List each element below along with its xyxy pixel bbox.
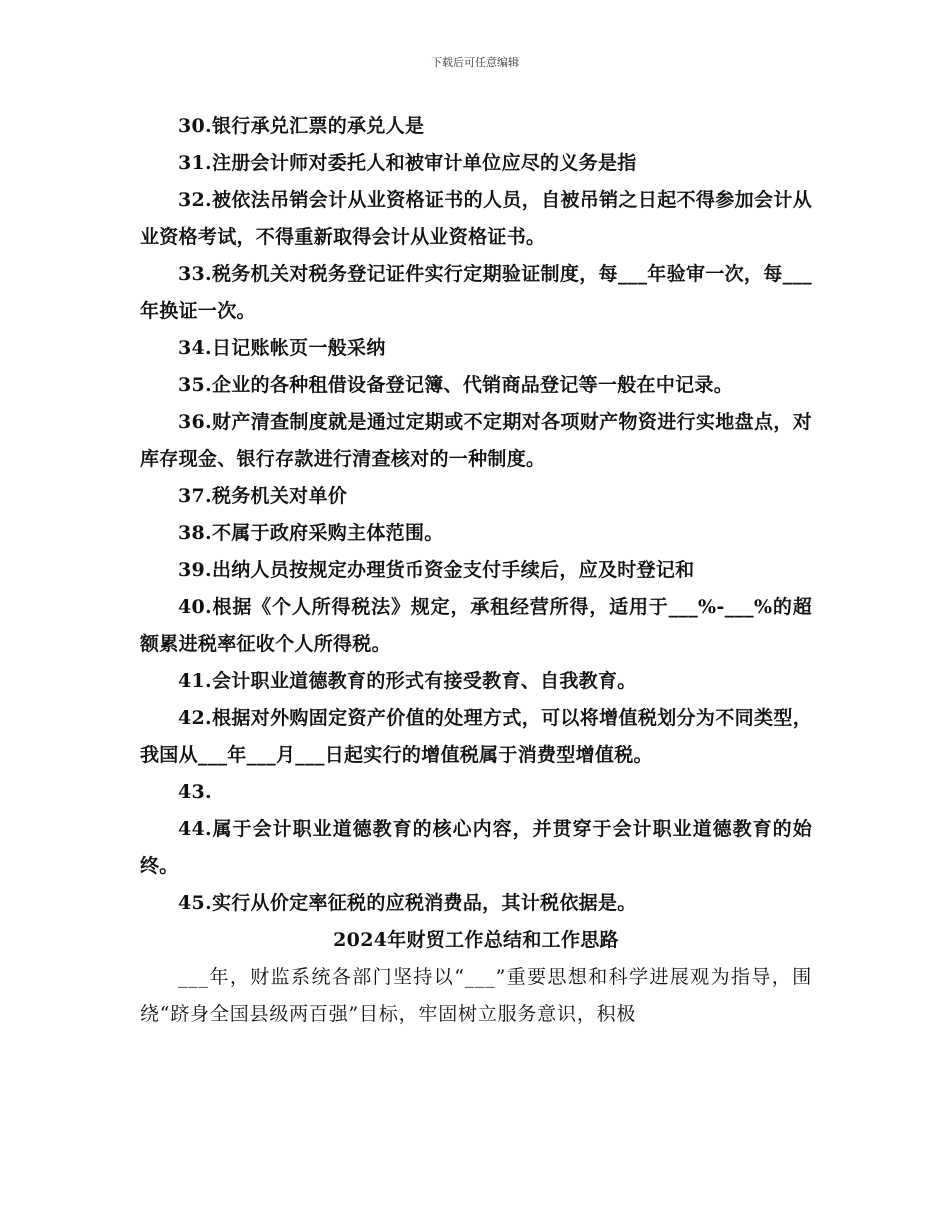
question-item: 42.根据对外购固定资产价值的处理方式，可以将增值税划分为不同类型，我国从___年___月___日起实行的增值税属于消费型增值税。 — [140, 707, 812, 766]
question-item: 32.被依法吊销会计从业资格证书的人员，自被吊销之日起不得参加会计从业资格考试，不得重新取得会计从业资格证书。 — [140, 189, 812, 248]
question-item: 41.会计职业道德教育的形式有接受教育、自我教育。 — [178, 670, 637, 692]
question-item: 34.日记账帐页一般采纳 — [178, 337, 386, 359]
page-header: 下载后可任意编辑 — [431, 56, 519, 69]
question-item: 39.出纳人员按规定办理货币资金支付手续后，应及时登记和 — [178, 559, 695, 581]
question-item: 44.属于会计职业道德教育的核心内容，并贯穿于会计职业道德教育的始终。 — [140, 818, 812, 877]
question-item: 40.根据《个人所得税法》规定，承租经营所得，适用于___%-___%的超额累进税率征收个人所得税。 — [140, 596, 812, 655]
question-item: 30.银行承兑汇票的承兑人是 — [178, 115, 425, 137]
document-body — [140, 108, 812, 1033]
question-item: 36.财产清查制度就是通过定期或不定期对各项财产物资进行实地盘点，对库存现金、银行存款进行清查核对的一种制度。 — [140, 411, 812, 470]
section-paragraph: ___年，财监系统各部门坚持以“___”重要思想和科学进展观为指导，围绕“跻身全国县级两百强”目标，牢固树立服务意识，积极 — [140, 966, 812, 1025]
question-item: 35.企业的各种租借设备登记簿、代销商品登记等一般在中记录。 — [178, 374, 734, 396]
section-title: 2024年财贸工作总结和工作思路 — [333, 929, 619, 951]
question-item: 43. — [178, 781, 212, 803]
question-item: 45.实行从价定率征税的应税消费品，其计税依据是。 — [178, 892, 637, 914]
question-item: 31.注册会计师对委托人和被审计单位应尽的义务是指 — [178, 152, 637, 174]
question-item: 37.税务机关对单价 — [178, 485, 348, 507]
question-item: 38.不属于政府采购主体范围。 — [178, 522, 444, 544]
question-item: 33.税务机关对税务登记证件实行定期验证制度，每___年验审一次，每___年换证一次。 — [140, 263, 812, 322]
